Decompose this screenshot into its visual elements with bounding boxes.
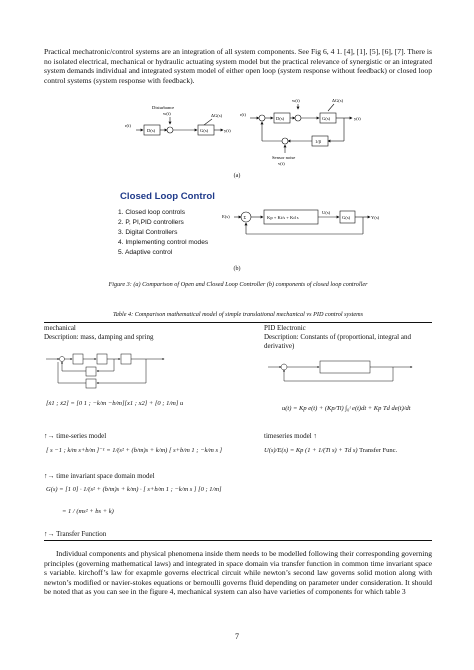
pid-small-block-diagram [268,359,414,385]
summing-junction-closed-2 [295,115,301,121]
state-space-equation: [ẋ1 ; ẋ2] = [0 1 ; −k/m −b/m][x1 ; x2] + [0 ; 1/m] u [46,400,184,407]
table-description-pid: Description: Constants of (proportional, integral and derivative) [264,333,411,350]
summing-junction-closed-3 [282,138,288,144]
sensor-noise-label: Sensor noise [272,155,296,160]
pid-block-diagram [222,204,382,242]
slide-title: Closed Loop Control [120,191,215,202]
d-label-open: D(s) [147,128,156,133]
subfigure-b-label: (b) [233,266,241,272]
slide-list-item: 2. P, PI,PID controllers [118,219,184,226]
transfer-function-label: ↑→ Transfer Function [44,530,107,538]
summing-junction-closed-1 [259,115,265,121]
pid-e-label: E(s) [222,214,230,219]
slide-list-item: 5. Adaptive control [118,249,173,256]
g-label-closed: G(s) [322,116,331,121]
table-caption: Table 4: Comparison mathematical model of simple translational mechanical vs PID control systems [112,311,364,318]
figure-caption: Figure 3: (a) Comparison of Open and Closed Loop Controller (b) components of closed loop controller [108,281,368,288]
slide-list-item: 4. Implementing control modes [118,239,209,246]
time-series-label: ↑→ time-series model [44,432,107,440]
table-bottom-rule [44,540,432,541]
table-header-pid: PID Electronic [264,324,306,332]
time-invariant-label: ↑→ time invariant space domain model [44,472,155,480]
table-header-mechanical: mechanical [44,324,76,332]
v-label-closed: v(t) [278,161,285,166]
pid-transfer-function [264,447,397,454]
pid-transfer-equation: U(s)/E(s) = Kp (1 + 1/(Ti s) + Td s) [264,447,358,454]
g-label-open: G(s) [200,128,209,133]
pid-sum-label: Σ [243,215,247,220]
pid-y-label: Y(s) [371,215,380,220]
w-label-open: w(t) [163,111,171,116]
slide-list-item: 3. Digital Controllers [118,229,178,236]
closing-paragraph: Individual components and physical phenomena inside them needs to be modelled following their corresponding governing principles (governing mathematical laws) and integrated in space domain via transfer function in common time invariant space s variable. kirchoff’s law for exapmle governs electrical circuit while newton’s second law governs solid motion along with newton’s modified or navier-stokes equations or bernoulli governs fluid depending on parameter under consideration. It should be noted that as you can see in the figure 4, mechanical system can also have varieties of components for which table 3 [44,549,432,597]
y-label-closed: y(t) [354,116,361,121]
disturbance-label: Disturbance [152,105,175,110]
pid-timeseries-label: timeseries model ↑ [264,432,317,440]
y-label-open: y(t) [224,128,231,133]
inverse-matrix-equation: [ s −1 ; k/m s+b/m ]⁻¹ = 1/(s² + (b/m)s + k/m) [ s+b/m 1 ; −k/m s ] [46,447,223,454]
pid-u-label: U(s) [322,210,331,215]
transfer-function-equation: G(s) = [1 0] · 1/(s² + (b/m)s + k/m) · [ s+b/m 1 ; −k/m s ] [0 ; 1/m] [46,486,222,493]
pid-text: Kp + Ki/s + Kd s [267,215,299,220]
slide-list-item: 1. Closed loop controls [118,209,186,216]
delta-g-label-open: ΔG(s) [211,113,223,118]
w-label-closed: w(t) [292,98,300,103]
pid-time-equation: u(t) = Kp e(t) + (Kp/Ti) ∫₀ᵗ e(t)dt + Kp Td de(t)/dt [282,405,411,412]
page-number: 7 [235,632,239,641]
d-label-closed: D(s) [276,116,285,121]
delta-g-label-closed: ΔG(s) [332,98,344,103]
r-label-open: r(t) [125,123,131,128]
open-closed-loop-diagram [120,97,380,172]
h-label-closed: 1/β [315,139,321,144]
table-description-mechanical: Description: mass, damping and spring [44,333,154,341]
intro-paragraph: Practical mechatronic/control systems are an integration of all system components. See Fig 6, 4 1. [4], [1], [5], [6], [7]. There is no isolated electrical, mechanical or hydraulic actuating system model but the practical relevance of synergistic or an integrated system demands individual and integrated system model of either open loop (system response without feedback) or closed loop control systems (system response with feedback). [44,47,432,85]
summing-junction-open [167,127,173,133]
mechanical-block-diagram [46,349,166,389]
pid-g-label: G(s) [342,215,351,220]
subfigure-a-label: (a) [233,173,241,179]
slide-list [118,208,208,258]
pid-transfer-suffix: Transfer Func. [359,447,398,454]
table-top-rule [44,322,432,323]
r-label-closed: r(t) [240,112,246,117]
transfer-function-result: = 1 / (ms² + bs + k) [62,508,114,515]
